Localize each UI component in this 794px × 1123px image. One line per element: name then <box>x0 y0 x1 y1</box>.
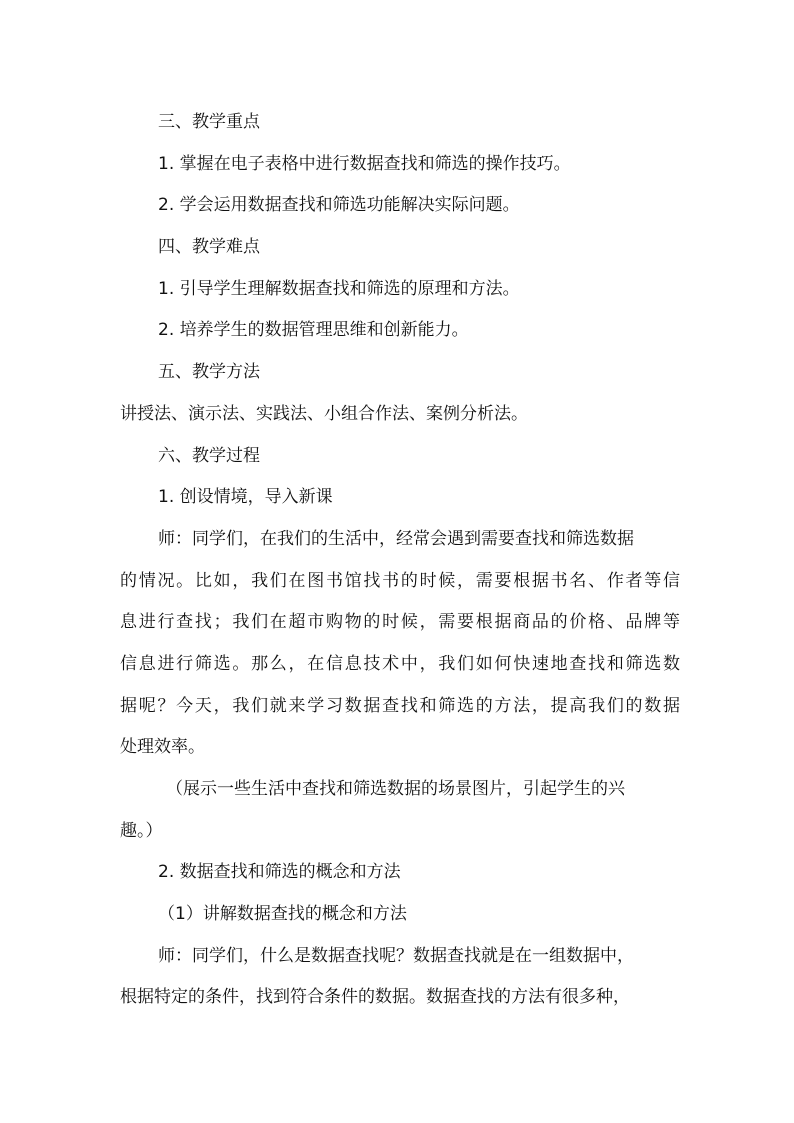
sub-subsection-heading: （1）讲解数据查找的概念和方法 <box>158 904 407 925</box>
paragraph-line: 师：同学们，在我们的生活中，经常会遇到需要查找和筛选数据 <box>158 528 634 549</box>
document-body <box>120 102 680 1019</box>
paragraph-line: 讲授法、演示法、实践法、小组合作法、案例分析法。 <box>120 403 528 424</box>
paragraph-line: 根据特定的条件，找到符合条件的数据。数据查找的方法有很多种， <box>120 987 630 1008</box>
section-heading-difficulties: 四、教学难点 <box>158 237 260 258</box>
paragraph-line: 处理效率。 <box>120 737 205 758</box>
paragraph-line: 息进行查找；我们在超市购物的时候，需要根据商品的价格、品牌等 <box>120 612 680 633</box>
subsection-heading: 2. 数据查找和筛选的概念和方法 <box>158 862 401 883</box>
section-heading-key-points: 三、教学重点 <box>158 112 260 132</box>
paragraph-line: 信息进行筛选。那么，在信息技术中，我们如何快速地查找和筛选数 <box>120 653 680 674</box>
section-heading-process: 六、教学过程 <box>158 445 260 466</box>
list-item: 1. 引导学生理解数据查找和筛选的原理和方法。 <box>158 278 520 299</box>
paragraph-line: 的情况。比如，我们在图书馆找书的时候，需要根据书名、作者等信 <box>120 570 680 591</box>
paragraph-line: 据呢？今天，我们就来学习数据查找和筛选的方法，提高我们的数据 <box>120 695 680 716</box>
list-item: 2. 培养学生的数据管理思维和创新能力。 <box>158 320 469 341</box>
subsection-heading: 1. 创设情境，导入新课 <box>158 487 333 508</box>
paragraph-line: （展示一些生活中查找和筛选数据的场景图片，引起学生的兴 <box>166 779 625 799</box>
list-item: 1. 掌握在电子表格中进行数据查找和筛选的操作技巧。 <box>158 153 571 174</box>
paragraph-line: 趣。） <box>120 820 163 841</box>
section-heading-methods: 五、教学方法 <box>158 362 260 383</box>
list-item: 2. 学会运用数据查找和筛选功能解决实际问题。 <box>158 195 520 216</box>
paragraph-line: 师：同学们，什么是数据查找呢？数据查找就是在一组数据中， <box>158 945 634 966</box>
